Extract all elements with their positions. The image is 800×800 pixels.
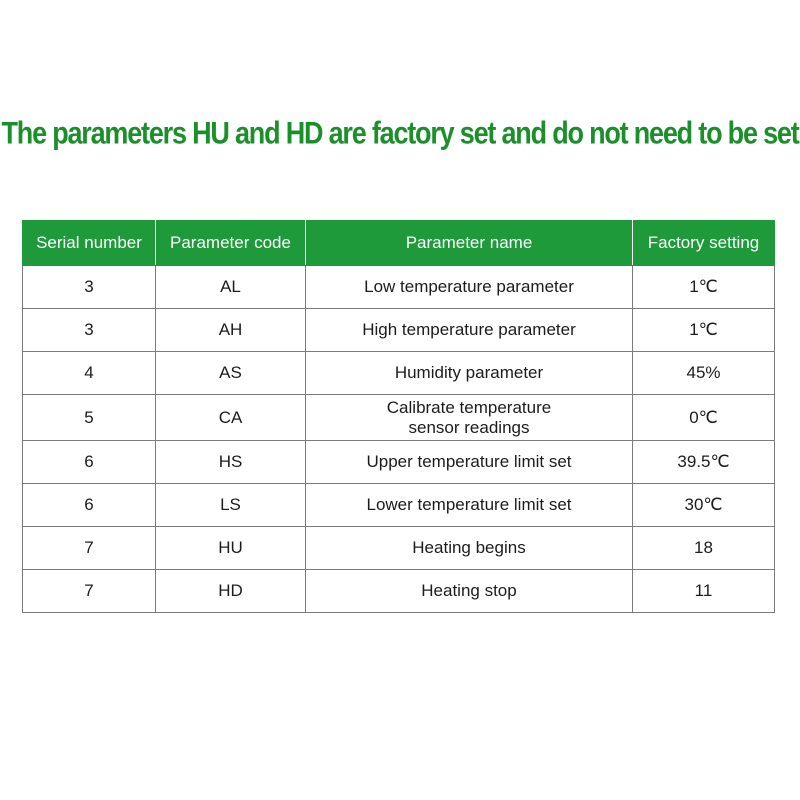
parameter-code-cell: LS (156, 484, 306, 527)
page-headline: The parameters HU and HD are factory set and do not need to be set (1, 115, 799, 151)
table-row (23, 441, 775, 484)
factory-setting-cell: 30℃ (633, 484, 775, 527)
serial-number-cell: 3 (23, 266, 156, 309)
parameter-name-cell: Heating stop (306, 570, 633, 613)
parameter-code-cell: AH (156, 309, 306, 352)
parameter-name-cell: Calibrate temperature sensor readings (306, 395, 633, 441)
factory-setting-cell: 39.5℃ (633, 441, 775, 484)
factory-setting-cell: 45% (633, 352, 775, 395)
parameter-name-cell: High temperature parameter (306, 309, 633, 352)
serial-number-cell: 7 (23, 570, 156, 613)
serial-number-cell: 6 (23, 484, 156, 527)
parameter-name-cell: Low temperature parameter (306, 266, 633, 309)
parameter-name-cell: Lower temperature limit set (306, 484, 633, 527)
parameter-code-cell: HS (156, 441, 306, 484)
serial-number-cell: 3 (23, 309, 156, 352)
serial-number-cell: 5 (23, 395, 156, 441)
header-parameter-code: Parameter code (156, 221, 306, 266)
serial-number-cell: 4 (23, 352, 156, 395)
parameter-code-cell: AS (156, 352, 306, 395)
header-factory-setting: Factory setting (633, 221, 775, 266)
table-row (23, 395, 775, 441)
parameter-code-cell: AL (156, 266, 306, 309)
table-row (23, 527, 775, 570)
table-header-row (23, 221, 775, 266)
parameter-code-cell: CA (156, 395, 306, 441)
table-row (23, 309, 775, 352)
serial-number-cell: 7 (23, 527, 156, 570)
parameter-code-cell: HU (156, 527, 306, 570)
parameter-name-cell: Humidity parameter (306, 352, 633, 395)
header-parameter-name: Parameter name (306, 221, 633, 266)
factory-setting-cell: 11 (633, 570, 775, 613)
header-serial-number: Serial number (23, 221, 156, 266)
factory-setting-cell: 0℃ (633, 395, 775, 441)
parameter-name-cell: Heating begins (306, 527, 633, 570)
factory-setting-cell: 1℃ (633, 266, 775, 309)
factory-setting-cell: 18 (633, 527, 775, 570)
parameter-table (22, 220, 775, 613)
table-row (23, 352, 775, 395)
parameter-code-cell: HD (156, 570, 306, 613)
serial-number-cell: 6 (23, 441, 156, 484)
table-row (23, 570, 775, 613)
parameter-name-cell: Upper temperature limit set (306, 441, 633, 484)
table-row (23, 266, 775, 309)
factory-setting-cell: 1℃ (633, 309, 775, 352)
table-row (23, 484, 775, 527)
